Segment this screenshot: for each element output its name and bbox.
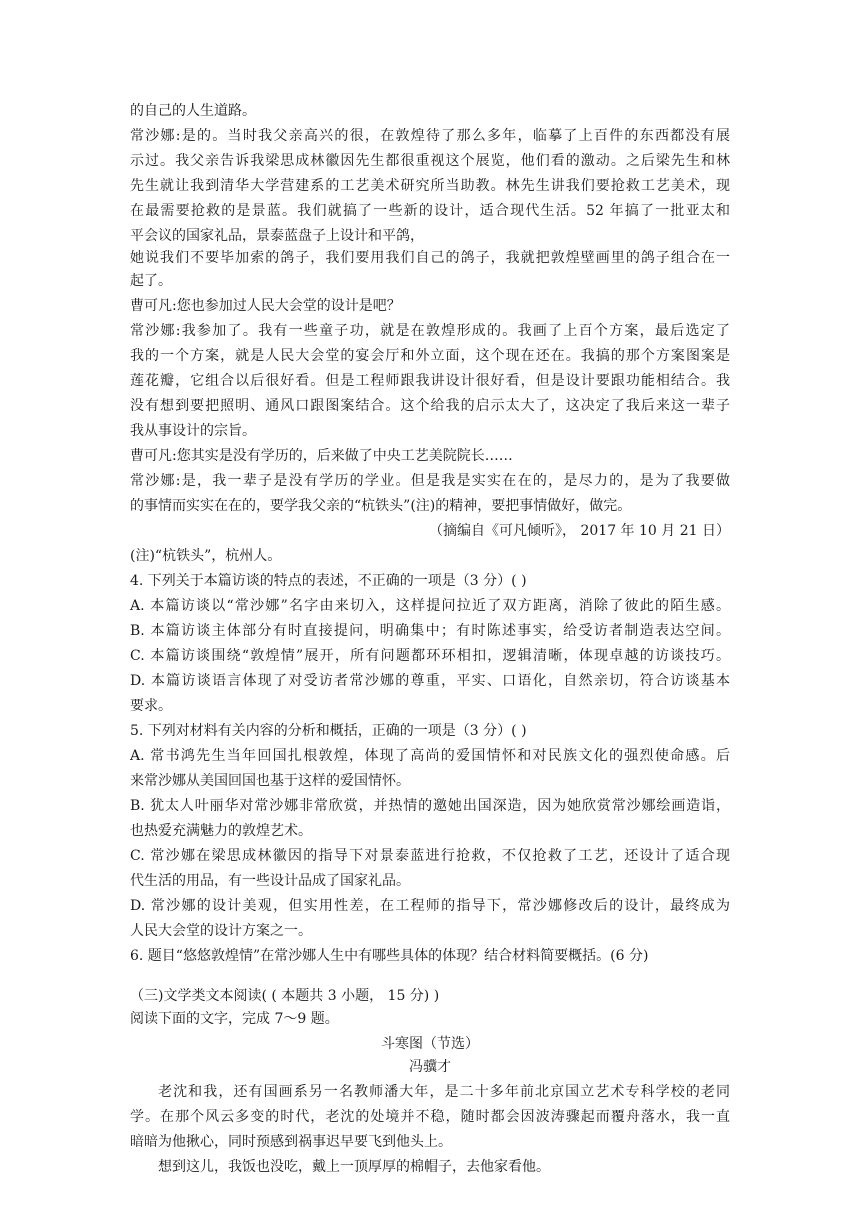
text-line: (注)“杭铁头”，杭州人。 (130, 548, 282, 564)
text-line: 冯骥才 (409, 1059, 451, 1075)
text-line: 在最需要抢救的是景蓝。我们就搞了一些新的设计，适合现代生活。52 年搞了一批亚太和 (130, 203, 730, 219)
text-line: 5. 下列对材料有关内容的分析和概括，正确的一项是（3 分）( ) (130, 723, 527, 739)
text-line: 的自己的人生道路。 (130, 103, 256, 119)
text-line: 我的一个方案，就是人民大会堂的宴会厅和外立面，这个现在还在。我搞的那个方案图案是 (130, 348, 730, 364)
text-line: 6. 题目“悠悠敦煌情”在常沙娜人生中有哪些具体的体现？结合材料简要概括。(6 分) (130, 948, 649, 964)
text-line: 斗寒图（节选） (381, 1036, 479, 1052)
text-line: D. 常沙娜的设计美观，但实用性差，在工程师的指导下，常沙娜修改后的设计，最终成为 (130, 898, 730, 914)
text-line: 曹可凡:您其实是没有学历的，后来做了中央工艺美院院长…… (130, 448, 513, 464)
text-line: 起了。 (130, 273, 172, 289)
text-line: 莲花瓣，它组合以后很好看。但是工程师跟我讲设计很好看，但是设计要跟功能相结合。我 (130, 373, 730, 389)
text-line: A. 常书鸿先生当年回国扎根敦煌，体现了高尚的爱国情怀和对民族文化的强烈使命感。后 (130, 748, 730, 764)
text-line: C. 常沙娜在梁思成林徽因的指导下对景泰蓝进行抢救，不仅抢救了工艺，还设计了适合现 (130, 848, 730, 864)
text-line: 没有想到要把照明、通风口跟图案结合。这个给我的启示太大了，这决定了我后来这一辈子 (130, 398, 730, 414)
text-line: 也热爱充满魅力的敦煌艺术。 (130, 823, 312, 839)
text-line: 她说我们不要毕加索的鸽子，我们要用我们自己的鸽子，我就把敦煌壁画里的鸽子组合在一 (130, 250, 730, 266)
text-line: 老沈和我，还有国画系另一名教师潘大年，是二十多年前北京国立艺术专科学校的老同 (158, 1084, 730, 1100)
text-line: 示过。我父亲告诉我梁思成林徽因先生都很重视这个展览，他们看的激动。之后梁先生和林 (130, 153, 730, 169)
text-line: 常沙娜:是的。当时我父亲高兴的很，在敦煌待了那么多年，临摹了上百件的东西都没有展 (130, 128, 730, 144)
text-line: 平会议的国家礼品，景泰蓝盘子上设计和平鸽， (130, 228, 424, 244)
text-line: B. 犹太人叶丽华对常沙娜非常欣赏，并热情的邀她出国深造，因为她欣赏常沙娜绘画造诣， (130, 798, 730, 814)
text-line: 常沙娜:我参加了。我有一些童子功，就是在敦煌形成的。我画了上百个方案，最后选定了 (130, 323, 730, 339)
text-line: 我从事设计的宗旨。 (130, 423, 256, 439)
text-line: 常沙娜:是，我一辈子是没有学历的学业。但是我是实实在在的，是尽力的，是为了我要做 (130, 473, 730, 489)
text-line: （摘编自《可凡倾听》， 2017 年 10 月 21 日） (429, 523, 730, 539)
text-line: 的事情而实实在在的，要学我父亲的“杭铁头”(注)的精神，要把事情做好，做完。 (130, 498, 632, 514)
text-line: 要求。 (130, 698, 172, 714)
text-line: A. 本篇访谈以“常沙娜”名字由来切入，这样提问拉近了双方距离，消除了彼此的陌生感。 (130, 598, 730, 614)
text-line: 曹可凡:您也参加过人民大会堂的设计是吧？ (130, 298, 401, 314)
text-line: 想到这儿，我饭也没吃，戴上一顶厚厚的棉帽子，去他家看他。 (158, 1159, 550, 1175)
text-line: 学。在那个风云多变的时代，老沈的处境并不稳，随时都会因波涛骤起而覆舟落水，我一直 (130, 1109, 730, 1125)
text-line: 来常沙娜从美国回国也基于这样的爱国情怀。 (130, 773, 410, 789)
text-line: 代生活的用品，有一些设计品成了国家礼品。 (130, 873, 410, 889)
text-line: B. 本篇访谈主体部分有时直接提问，明确集中；有时陈述事实，给受访者制造表达空间。 (130, 623, 730, 639)
text-line: C. 本篇访谈围绕“敦煌情”展开，所有问题都环环相扣，逻辑清晰，体现卓越的访谈技巧。 (130, 648, 730, 664)
text-line: 暗暗为他揪心，同时预感到祸事迟早要飞到他头上。 (130, 1134, 452, 1150)
text-line: （三)文学类文本阅读( ( 本题共 3 小题， 15 分) ) (130, 988, 440, 1004)
text-line: 阅读下面的文字，完成 7～9 题。 (130, 1011, 339, 1027)
text-line: 4. 下列关于本篇访谈的特点的表述，不正确的一项是（3 分）( ) (130, 573, 527, 589)
text-line: D. 本篇访谈语言体现了对受访者常沙娜的尊重，平实、口语化，自然亲切，符合访谈基本 (130, 673, 730, 689)
text-line: 人民大会堂的设计方案之一。 (130, 923, 312, 939)
text-line: 先生就让我到清华大学营建系的工艺美术研究所当助教。林先生讲我们要抢救工艺美术，现 (130, 178, 730, 194)
